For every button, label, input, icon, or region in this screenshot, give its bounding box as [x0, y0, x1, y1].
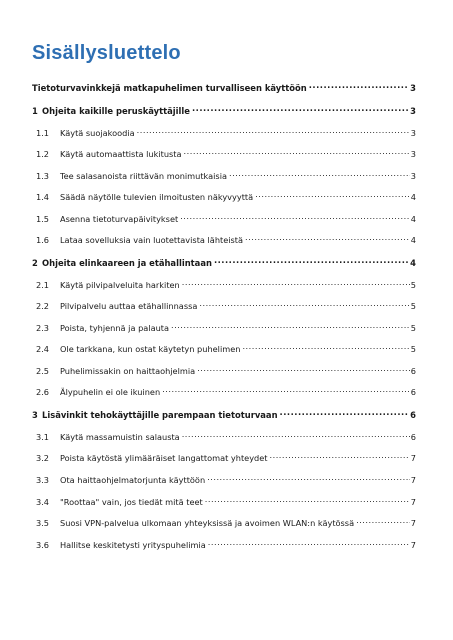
- toc-dot-leader: [192, 105, 409, 114]
- toc-dot-leader: [205, 496, 410, 505]
- toc-entry-number: 2: [32, 258, 38, 268]
- toc-entry-label: Käytä pilvipalveluita harkiten: [60, 280, 180, 290]
- toc-entry[interactable]: [36, 322, 416, 334]
- toc-entry-number: 2.1: [36, 280, 50, 290]
- toc-entry-page-number: 6: [410, 387, 416, 397]
- toc-entry-number: 2.6: [36, 387, 50, 397]
- toc-entry-label: Puhelimissakin on haittaohjelmia: [60, 366, 196, 376]
- toc-dot-leader: [269, 452, 409, 461]
- toc-entry-page-number: 6: [410, 410, 416, 420]
- toc-entry-label: Poista käytöstä ylimääräiset langattomat yhteydet: [60, 453, 268, 463]
- toc-entry-label: Älypuhelin ei ole ikuinen: [60, 387, 161, 397]
- toc-entry[interactable]: [36, 279, 416, 291]
- toc-entry-page-number: 6: [410, 432, 416, 442]
- toc-dot-leader: [208, 539, 410, 548]
- toc-entry[interactable]: [36, 539, 416, 551]
- toc-entry-number: 2.4: [36, 344, 50, 354]
- toc-entry-number: 3.5: [36, 518, 50, 528]
- toc-entry-label: "Roottaa" vain, jos tiedät mitä teet: [60, 497, 203, 507]
- toc-entry-number: 3.1: [36, 432, 50, 442]
- toc-entry-page-number: 7: [410, 497, 416, 507]
- toc-entry-label: Ohjeita elinkaareen ja etähallintaan: [42, 258, 212, 268]
- toc-entry-label: Tietoturvavinkkejä matkapuhelimen turvalliseen käyttöön: [32, 83, 307, 93]
- toc-entry-number: 1.3: [36, 171, 50, 181]
- toc-entry-number: 2.2: [36, 301, 50, 311]
- toc-entry-number: 3.4: [36, 497, 50, 507]
- toc-dot-leader: [199, 300, 409, 309]
- toc-entry[interactable]: [36, 191, 416, 203]
- toc-dot-leader: [242, 343, 409, 352]
- toc-entry-number: 3.2: [36, 453, 50, 463]
- toc-dot-leader: [255, 191, 410, 200]
- toc-entry-number: 1.5: [36, 214, 50, 224]
- toc-entry[interactable]: [36, 365, 416, 377]
- toc-entry[interactable]: [36, 386, 416, 398]
- toc-entry-page-number: 4: [410, 214, 416, 224]
- toc-entry-page-number: 3: [410, 83, 416, 93]
- toc-entry[interactable]: [36, 300, 416, 312]
- toc-entry[interactable]: [36, 517, 416, 529]
- toc-entry-label: Ota haittaohjelmatorjunta käyttöön: [60, 475, 206, 485]
- toc-entry-page-number: 5: [410, 301, 416, 311]
- toc-dot-leader: [214, 257, 409, 266]
- toc-entry-label: Poista, tyhjennä ja palauta: [60, 323, 169, 333]
- toc-entry-page-number: 3: [410, 171, 416, 181]
- toc-entry-page-number: 5: [410, 344, 416, 354]
- toc-entry-label: Käytä suojakoodia: [60, 128, 135, 138]
- toc-entry-page-number: 5: [410, 280, 416, 290]
- toc-entry-number: 2.3: [36, 323, 50, 333]
- toc-entry-number: 1.6: [36, 235, 50, 245]
- toc-entry-label: Käytä massamuistin salausta: [60, 432, 180, 442]
- toc-entry-number: 1.2: [36, 149, 50, 159]
- toc-entry-page-number: 3: [410, 128, 416, 138]
- toc-entry[interactable]: [36, 474, 416, 486]
- toc-entry-label: Ohjeita kaikille peruskäyttäjille: [42, 106, 190, 116]
- toc-dot-leader: [356, 517, 410, 526]
- toc-entry-label: Asenna tietoturvapäivitykset: [60, 214, 179, 224]
- toc-entry[interactable]: [32, 105, 416, 117]
- toc-dot-leader: [137, 127, 410, 136]
- toc-entry-page-number: 4: [410, 192, 416, 202]
- toc-entry-page-number: 3: [410, 149, 416, 159]
- toc-entry-number: 1.4: [36, 192, 50, 202]
- toc-dot-leader: [171, 322, 410, 331]
- toc-entry-page-number: 5: [410, 323, 416, 333]
- toc-entry-number: 3.6: [36, 540, 50, 550]
- toc-entry-label: Hallitse keskitetysti yrityspuhelimia: [60, 540, 206, 550]
- toc-entry-number: 3.3: [36, 475, 50, 485]
- toc-dot-leader: [182, 279, 410, 288]
- toc-entry[interactable]: [36, 343, 416, 355]
- toc-entry-label: Ole tarkkana, kun ostat käytetyn puhelimen: [60, 344, 241, 354]
- toc-entry-number: 1.1: [36, 128, 50, 138]
- toc-dot-leader: [309, 82, 409, 91]
- toc-entry-page-number: 7: [410, 518, 416, 528]
- toc-dot-leader: [245, 234, 410, 243]
- toc-dot-leader: [182, 431, 410, 440]
- toc-entry-label: Säädä näytölle tulevien ilmoitusten näkyvyyttä: [60, 192, 254, 202]
- toc-entry-label: Käytä automaattista lukitusta: [60, 149, 182, 159]
- toc-entry-page-number: 7: [410, 540, 416, 550]
- toc-entry[interactable]: [36, 127, 416, 139]
- toc-entry-page-number: 7: [410, 453, 416, 463]
- toc-entry-page-number: 3: [410, 106, 416, 116]
- toc-entry-label: Tee salasanoista riittävän monimutkaisia: [60, 171, 227, 181]
- toc-entry-page-number: 6: [410, 366, 416, 376]
- toc-entry[interactable]: [36, 234, 416, 246]
- toc-entry[interactable]: [36, 148, 416, 160]
- toc-entry[interactable]: [36, 213, 416, 225]
- toc-entry[interactable]: [32, 82, 416, 94]
- toc-entry[interactable]: [36, 496, 416, 508]
- toc-entry-page-number: 4: [410, 258, 416, 268]
- toc-entry-number: 1: [32, 106, 38, 116]
- toc-entry-label: Suosi VPN-palvelua ulkomaan yhteyksissä ja avoimen WLAN:n käytössä: [60, 518, 355, 528]
- toc-dot-leader: [207, 474, 410, 483]
- toc-entry-page-number: 4: [410, 235, 416, 245]
- toc-entry-label: Lisävinkit tehokäyttäjille parempaan tietoturvaan: [42, 410, 278, 420]
- toc-dot-leader: [184, 148, 410, 157]
- toc-entry[interactable]: [36, 452, 416, 464]
- toc-dot-leader: [180, 213, 410, 222]
- toc-entry[interactable]: [32, 409, 416, 421]
- toc-entry-number: 3: [32, 410, 38, 420]
- toc-entry-page-number: 7: [410, 475, 416, 485]
- toc-entry[interactable]: [36, 431, 416, 443]
- toc-dot-leader: [280, 409, 410, 418]
- toc-dot-leader: [229, 170, 410, 179]
- toc-entry[interactable]: [32, 257, 416, 269]
- toc-entry-number: 2.5: [36, 366, 50, 376]
- toc-dot-leader: [197, 365, 410, 374]
- toc-dot-leader: [162, 386, 410, 395]
- page-title: Sisällysluettelo: [32, 42, 181, 64]
- toc-entry[interactable]: [36, 170, 416, 182]
- toc-entry-label: Pilvipalvelu auttaa etähallinnassa: [60, 301, 198, 311]
- toc-entry-label: Lataa sovelluksia vain luotettavista lähteistä: [60, 235, 244, 245]
